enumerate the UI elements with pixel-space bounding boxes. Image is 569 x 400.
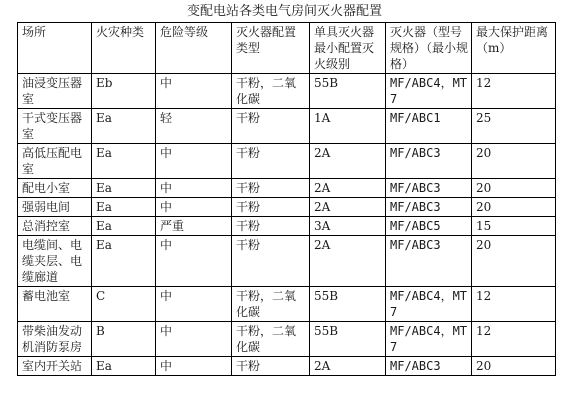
cell-hazard-level: 中 bbox=[156, 74, 232, 109]
extinguisher-config-table bbox=[17, 22, 556, 376]
header-fire-class: 火灾种类 bbox=[92, 23, 156, 74]
cell-location: 电缆间、电缆夹层、电缆廊道 bbox=[18, 236, 92, 287]
cell-extinguisher-type: 干粉 bbox=[232, 217, 310, 236]
table-row bbox=[18, 236, 556, 287]
cell-min-rating: 2A bbox=[310, 179, 386, 198]
cell-model-spec: MF/ABC3 bbox=[386, 144, 472, 179]
cell-model-spec: MF/ABC4，MT7 bbox=[386, 74, 472, 109]
header-hazard-level: 危险等级 bbox=[156, 23, 232, 74]
cell-location: 强弱电间 bbox=[18, 198, 92, 217]
cell-max-distance: 20 bbox=[472, 179, 556, 198]
cell-fire-class: Ea bbox=[92, 236, 156, 287]
table-header-row bbox=[18, 23, 556, 74]
cell-fire-class: C bbox=[92, 287, 156, 322]
cell-hazard-level: 中 bbox=[156, 357, 232, 376]
cell-max-distance: 20 bbox=[472, 357, 556, 376]
cell-fire-class: Ea bbox=[92, 198, 156, 217]
cell-extinguisher-type: 干粉 bbox=[232, 144, 310, 179]
cell-location: 室内开关站 bbox=[18, 357, 92, 376]
cell-min-rating: 2A bbox=[310, 144, 386, 179]
header-model-spec: 灭火器（型号规格）（最小规格） bbox=[386, 23, 472, 74]
cell-max-distance: 20 bbox=[472, 198, 556, 217]
cell-hazard-level: 中 bbox=[156, 236, 232, 287]
table-row bbox=[18, 217, 556, 236]
cell-min-rating: 55B bbox=[310, 74, 386, 109]
table-row bbox=[18, 357, 556, 376]
cell-fire-class: Ea bbox=[92, 179, 156, 198]
cell-fire-class: B bbox=[92, 322, 156, 357]
table-row bbox=[18, 144, 556, 179]
cell-model-spec: MF/ABC5 bbox=[386, 217, 472, 236]
cell-location: 高低压配电室 bbox=[18, 144, 92, 179]
cell-location: 带柴油发动机消防泵房 bbox=[18, 322, 92, 357]
table-row bbox=[18, 109, 556, 144]
cell-hazard-level: 中 bbox=[156, 322, 232, 357]
cell-hazard-level: 中 bbox=[156, 287, 232, 322]
cell-min-rating: 2A bbox=[310, 198, 386, 217]
cell-location: 蓄电池室 bbox=[18, 287, 92, 322]
cell-min-rating: 55B bbox=[310, 322, 386, 357]
cell-location: 干式变压器室 bbox=[18, 109, 92, 144]
cell-model-spec: MF/ABC4，MT7 bbox=[386, 287, 472, 322]
cell-max-distance: 20 bbox=[472, 144, 556, 179]
cell-model-spec: MF/ABC3 bbox=[386, 236, 472, 287]
cell-fire-class: Eb bbox=[92, 74, 156, 109]
header-extinguisher-type: 灭火器配置类型 bbox=[232, 23, 310, 74]
cell-max-distance: 15 bbox=[472, 217, 556, 236]
table-row bbox=[18, 74, 556, 109]
cell-extinguisher-type: 干粉 bbox=[232, 198, 310, 217]
cell-hazard-level: 严重 bbox=[156, 217, 232, 236]
cell-hazard-level: 中 bbox=[156, 144, 232, 179]
cell-hazard-level: 中 bbox=[156, 179, 232, 198]
cell-extinguisher-type: 干粉 bbox=[232, 179, 310, 198]
cell-max-distance: 12 bbox=[472, 74, 556, 109]
cell-fire-class: Ea bbox=[92, 109, 156, 144]
cell-min-rating: 55B bbox=[310, 287, 386, 322]
table-row bbox=[18, 198, 556, 217]
cell-location: 油浸变压器室 bbox=[18, 74, 92, 109]
cell-extinguisher-type: 干粉 bbox=[232, 236, 310, 287]
cell-model-spec: MF/ABC3 bbox=[386, 198, 472, 217]
cell-max-distance: 12 bbox=[472, 287, 556, 322]
header-min-rating: 单具灭火器最小配置灭火级别 bbox=[310, 23, 386, 74]
cell-max-distance: 25 bbox=[472, 109, 556, 144]
cell-extinguisher-type: 干粉，二氧化碳 bbox=[232, 322, 310, 357]
cell-model-spec: MF/ABC1 bbox=[386, 109, 472, 144]
table-row bbox=[18, 322, 556, 357]
cell-fire-class: Ea bbox=[92, 357, 156, 376]
cell-model-spec: MF/ABC4，MT7 bbox=[386, 322, 472, 357]
header-max-distance: 最大保护距离（m） bbox=[472, 23, 556, 74]
cell-extinguisher-type: 干粉 bbox=[232, 109, 310, 144]
cell-location: 总消控室 bbox=[18, 217, 92, 236]
cell-model-spec: MF/ABC3 bbox=[386, 179, 472, 198]
cell-location: 配电小室 bbox=[18, 179, 92, 198]
cell-max-distance: 20 bbox=[472, 236, 556, 287]
cell-max-distance: 12 bbox=[472, 322, 556, 357]
cell-extinguisher-type: 干粉，二氧化碳 bbox=[232, 74, 310, 109]
table-row bbox=[18, 179, 556, 198]
cell-extinguisher-type: 干粉 bbox=[232, 357, 310, 376]
cell-hazard-level: 轻 bbox=[156, 109, 232, 144]
table-title: 变配电站各类电气房间灭火器配置 bbox=[186, 4, 382, 19]
cell-model-spec: MF/ABC3 bbox=[386, 357, 472, 376]
cell-extinguisher-type: 干粉，二氧化碳 bbox=[232, 287, 310, 322]
cell-hazard-level: 中 bbox=[156, 198, 232, 217]
table-row bbox=[18, 287, 556, 322]
cell-min-rating: 2A bbox=[310, 357, 386, 376]
cell-fire-class: Ea bbox=[92, 144, 156, 179]
cell-min-rating: 1A bbox=[310, 109, 386, 144]
cell-min-rating: 2A bbox=[310, 236, 386, 287]
cell-fire-class: Ea bbox=[92, 217, 156, 236]
header-location: 场所 bbox=[18, 23, 92, 74]
cell-min-rating: 3A bbox=[310, 217, 386, 236]
